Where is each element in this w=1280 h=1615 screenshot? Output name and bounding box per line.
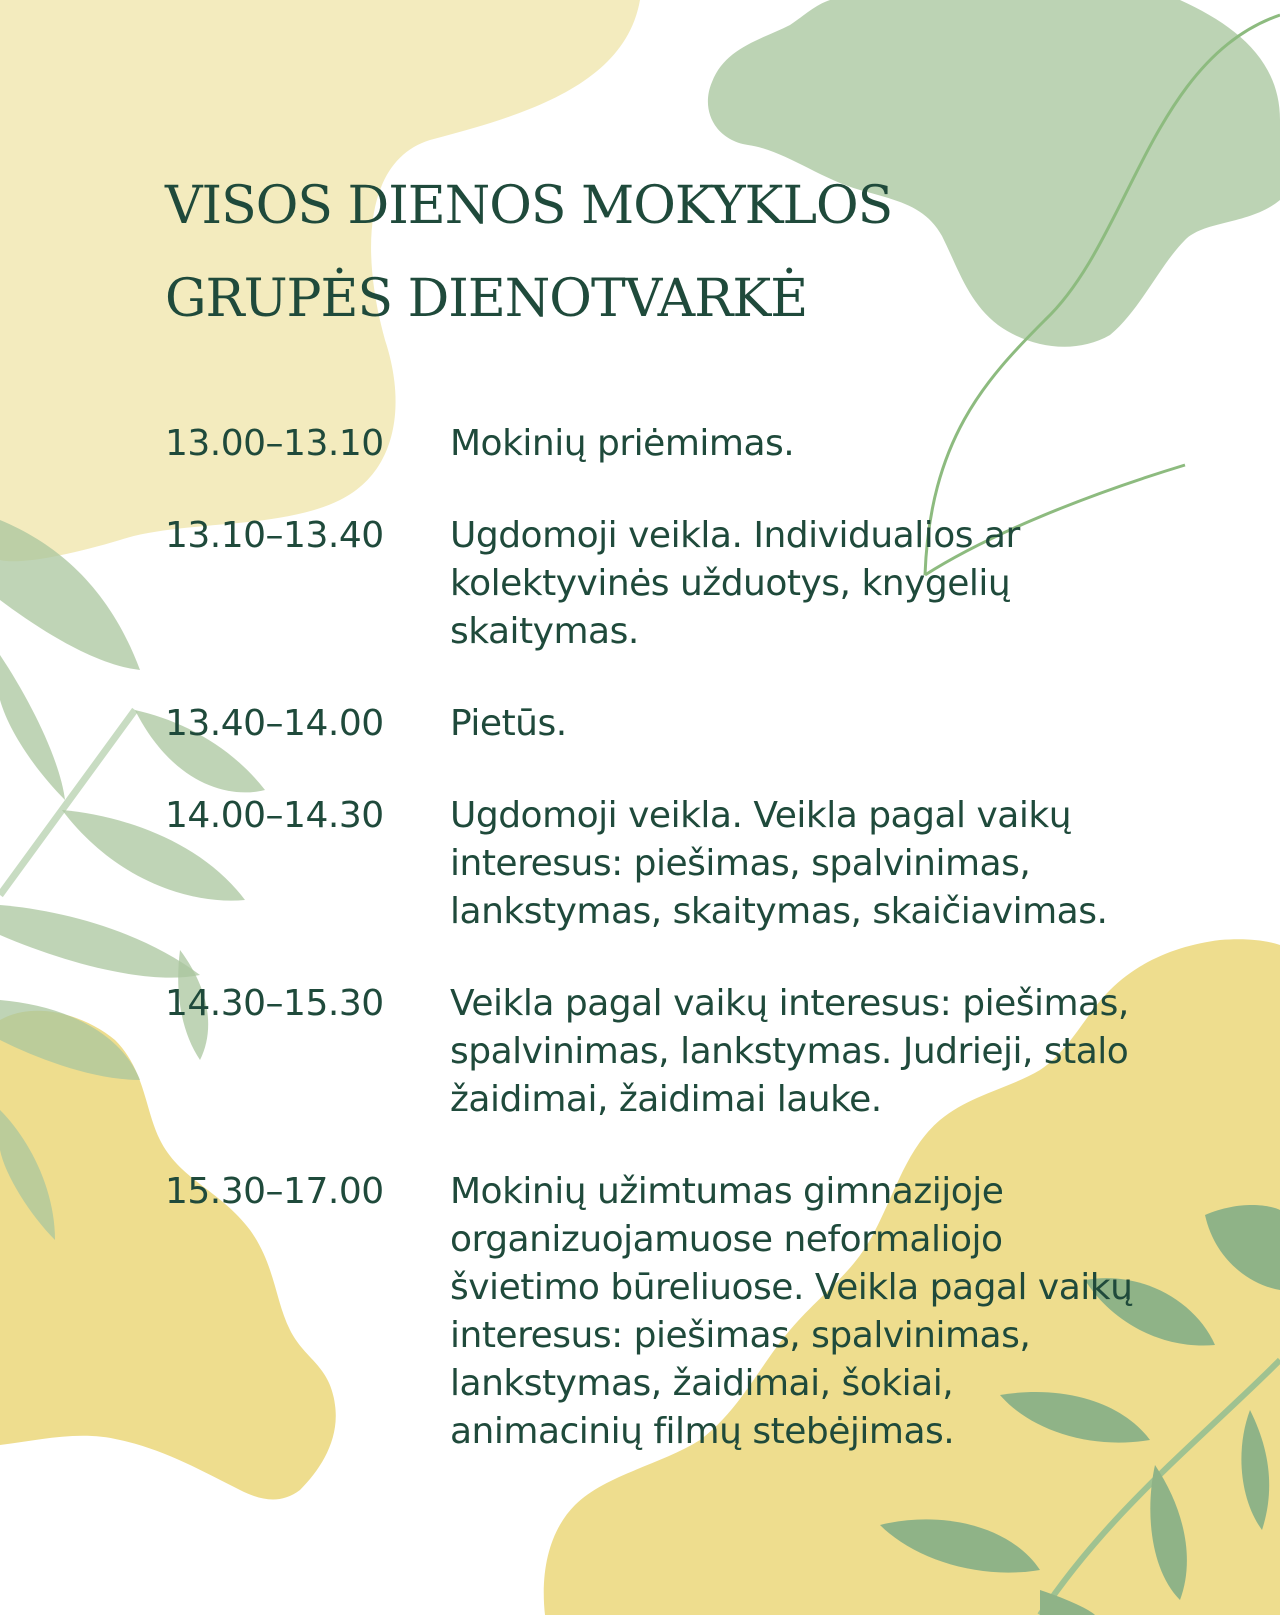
schedule-row [165,980,1195,1124]
schedule-time: 15.30–17.00 [165,1171,384,1212]
schedule-description: Pietūs. [450,703,567,744]
schedule-time: 13.00–13.10 [165,423,384,464]
schedule-time: 14.30–15.30 [165,983,384,1024]
schedule-time: 13.10–13.40 [165,515,384,556]
schedule-row [165,792,1195,936]
page-title [165,160,1065,346]
schedule-description: Ugdomoji veikla. Veikla pagal vaikų interesus: piešimas, spalvinimas, lankstymas, skaitymas, skaičiavimas. [450,795,1108,932]
schedule-time: 13.40–14.00 [165,703,384,744]
schedule-time: 14.00–14.30 [165,795,384,836]
schedule-description: Veikla pagal vaikų interesus: piešimas, spalvinimas, lankstymas. Judrieji, stalo žaidimai, žaidimai lauke. [450,983,1129,1120]
title-line-2: GRUPĖS DIENOTVARKĖ [165,269,808,329]
schedule-list [165,420,1195,1456]
schedule-row [165,1168,1195,1456]
title-line-1: VISOS DIENOS MOKYKLOS [165,176,893,236]
schedule-description: Mokinių priėmimas. [450,423,795,464]
schedule-row [165,512,1195,656]
schedule-description: Mokinių užimtumas gimnazijoje organizuojamuose neformaliojo švietimo būreliuose. Veikla pagal vaikų interesus: piešimas, spalvinimas, lankstymas, žaidimai, šokiai, animacinių filmų stebėjimas. [450,1171,1133,1452]
schedule-description: Ugdomoji veikla. Individualios ar kolektyvinės užduotys, knygelių skaitymas. [450,515,1020,652]
schedule-row [165,420,1195,468]
schedule-row [165,700,1195,748]
